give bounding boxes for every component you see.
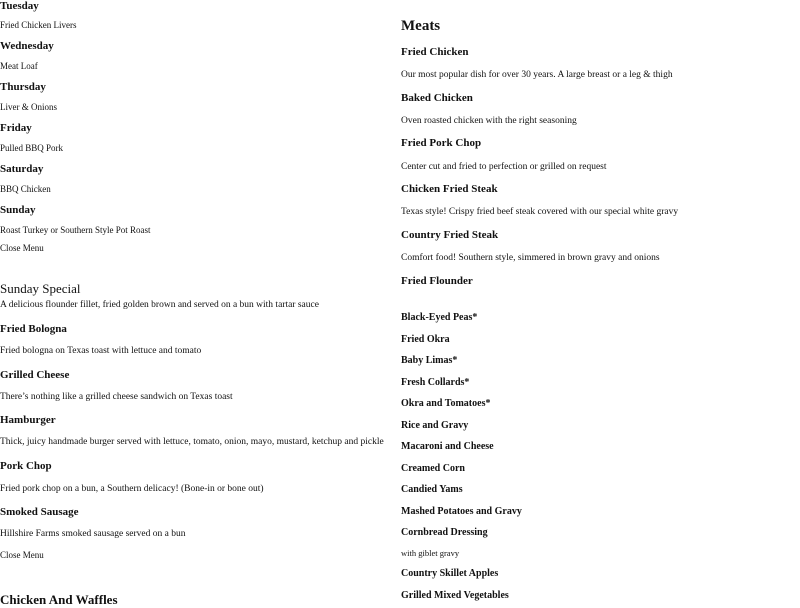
menu-item-description: Thick, juicy handmade burger served with lettuce, tomato, onion, mayo, mustard, ketchup and pickle [0, 437, 384, 447]
close-menu-link[interactable]: Close Menu [0, 243, 44, 253]
daily-dish: Liver & Onions [0, 102, 57, 112]
menu-item-name: Fried Flounder [401, 275, 473, 287]
menu-item-description: Our most popular dish for over 30 years. A large breast or a leg & thigh [401, 70, 673, 80]
menu-item-name: Fried Chicken [401, 46, 469, 58]
side-item: Baby Limas* [401, 355, 458, 366]
menu-item-description: There’s nothing like a grilled cheese sandwich on Texas toast [0, 392, 233, 402]
menu-item-name: Hamburger [0, 414, 56, 426]
menu-item-name: Smoked Sausage [0, 506, 79, 518]
menu-item-name: Pork Chop [0, 460, 52, 472]
section-title-sunday-special: Sunday Special [0, 281, 81, 296]
daily-dish: Meat Loaf [0, 61, 38, 71]
menu-item-description: Fried pork chop on a bun, a Southern delicacy! (Bone-in or bone out) [0, 484, 264, 494]
side-item: Creamed Corn [401, 463, 465, 474]
menu-item-description: Hillshire Farms smoked sausage served on a bun [0, 529, 186, 539]
menu-item-description: Fried bologna on Texas toast with lettuce and tomato [0, 346, 202, 356]
side-item: Black-Eyed Peas* [401, 312, 478, 323]
side-item: Macaroni and Cheese [401, 441, 494, 452]
daily-dish: BBQ Chicken [0, 184, 51, 194]
side-item: Fried Okra [401, 334, 450, 345]
section-title-meats: Meats [401, 18, 441, 34]
menu-item-name: Baked Chicken [401, 92, 473, 104]
menu-item-description: Center cut and fried to perfection or grilled on request [401, 162, 607, 172]
menu-item-description: Comfort food! Southern style, simmered in brown gravy and onions [401, 253, 660, 263]
side-item: Candied Yams [401, 484, 463, 495]
menu-item-name: Chicken Fried Steak [401, 183, 498, 195]
menu-item-description: Texas style! Crispy fried beef steak covered with our special white gravy [401, 207, 679, 217]
side-item: Mashed Potatoes and Gravy [401, 506, 522, 517]
day-label-friday: Friday [0, 122, 32, 134]
side-item: Rice and Gravy [401, 420, 469, 431]
day-label-sunday: Sunday [0, 204, 36, 216]
daily-dish: Pulled BBQ Pork [0, 143, 64, 153]
side-item-note: with giblet gravy [401, 548, 460, 558]
day-label-thursday: Thursday [0, 81, 46, 93]
close-menu-link[interactable]: Close Menu [0, 550, 44, 560]
day-label-tuesday: Tuesday [0, 0, 39, 12]
daily-dish: Fried Chicken Livers [0, 20, 77, 30]
menu-item-name: Fried Pork Chop [401, 137, 482, 149]
side-item: Okra and Tomatoes* [401, 398, 491, 409]
side-item: Country Skillet Apples [401, 568, 499, 579]
day-label-wednesday: Wednesday [0, 40, 54, 52]
menu-item-name: Country Fried Steak [401, 229, 499, 241]
side-item: Fresh Collards* [401, 377, 470, 388]
menu-item-name: Fried Bologna [0, 323, 67, 335]
daily-dish: Roast Turkey or Southern Style Pot Roast [0, 225, 151, 235]
menu-item-description: Oven roasted chicken with the right seasoning [401, 116, 577, 126]
menu-item-name: Grilled Cheese [0, 369, 70, 381]
side-item: Cornbread Dressing [401, 527, 488, 538]
section-description: A delicious flounder fillet, fried golden brown and served on a bun with tartar sauce [0, 300, 319, 310]
side-item: Grilled Mixed Vegetables [401, 590, 509, 601]
section-title-chicken-and-waffles: Chicken And Waffles [0, 592, 118, 607]
day-label-saturday: Saturday [0, 163, 44, 175]
